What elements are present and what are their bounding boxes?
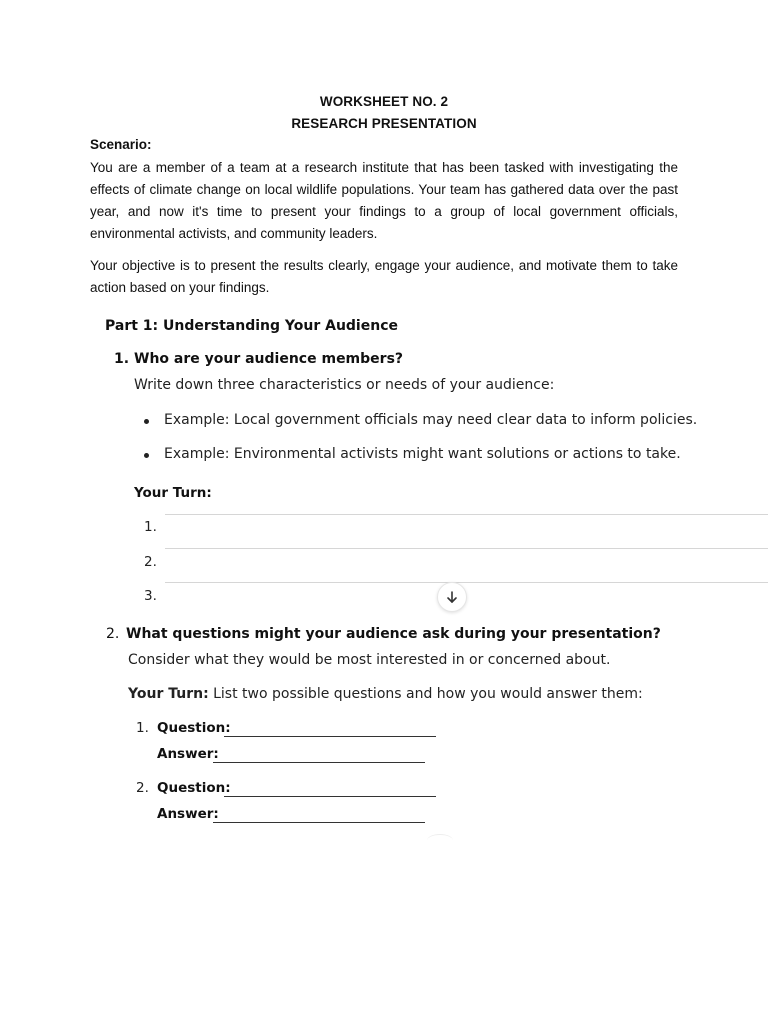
arrow-down-icon xyxy=(445,590,459,604)
answer-line xyxy=(165,548,768,549)
part-1-heading: Part 1: Understanding Your Audience xyxy=(105,318,398,334)
question-2-title: What questions might your audience ask during your presentation? xyxy=(126,626,661,642)
your-turn-instruction xyxy=(128,686,643,702)
objective-paragraph: Your objective is to present the results clearly, engage your audience, and motivate them to take action based on your findings. xyxy=(90,258,678,295)
question-blank[interactable] xyxy=(224,796,436,797)
scenario-paragraph: You are a member of a team at a research institute that has been tasked with investigating the effects of climate change on local wildlife populations. Your team has gathered data over the past year, and now it's time to present your findings to a group of local government officials, environmental activists, and community leaders. xyxy=(90,160,678,241)
answer-line-number: 1. xyxy=(144,519,157,535)
answer-line xyxy=(165,582,768,583)
question-1-number: 1. xyxy=(114,351,130,367)
answer-label: Answer: xyxy=(157,806,219,822)
qa-item-number: 2. xyxy=(136,780,149,796)
answer-line xyxy=(165,514,768,515)
answer-blank[interactable] xyxy=(213,822,425,823)
qa-item-number: 1. xyxy=(136,720,149,736)
question-label: Question: xyxy=(157,720,231,736)
worksheet-number: WORKSHEET NO. 2 xyxy=(319,94,449,109)
bullet-icon xyxy=(144,453,149,458)
example-item: Example: Local government officials may need clear data to inform policies. xyxy=(164,412,698,428)
question-blank[interactable] xyxy=(224,736,436,737)
question-label: Question: xyxy=(157,780,231,796)
your-turn-text: List two possible questions and how you would answer them: xyxy=(208,686,643,702)
answer-line-number: 2. xyxy=(144,554,157,570)
answer-line-number: 3. xyxy=(144,588,157,604)
answer-label: Answer: xyxy=(157,746,219,762)
scroll-down-button[interactable] xyxy=(437,582,467,612)
worksheet-title: RESEARCH PRESENTATION xyxy=(291,116,477,131)
answer-blank[interactable] xyxy=(213,762,425,763)
question-2-number: 2. xyxy=(106,626,120,642)
question-2-instruction: Consider what they would be most interested in or concerned about. xyxy=(128,652,611,668)
bullet-icon xyxy=(144,419,149,424)
example-item: Example: Environmental activists might want solutions or actions to take. xyxy=(164,446,681,462)
your-turn-label: Your Turn: xyxy=(128,686,209,702)
scenario-label: Scenario: xyxy=(90,137,152,152)
question-1-title: Who are your audience members? xyxy=(134,351,404,367)
question-1-instruction: Write down three characteristics or needs of your audience: xyxy=(134,377,555,393)
your-turn-label: Your Turn: xyxy=(134,485,212,501)
faint-scroll-indicator xyxy=(427,834,453,847)
